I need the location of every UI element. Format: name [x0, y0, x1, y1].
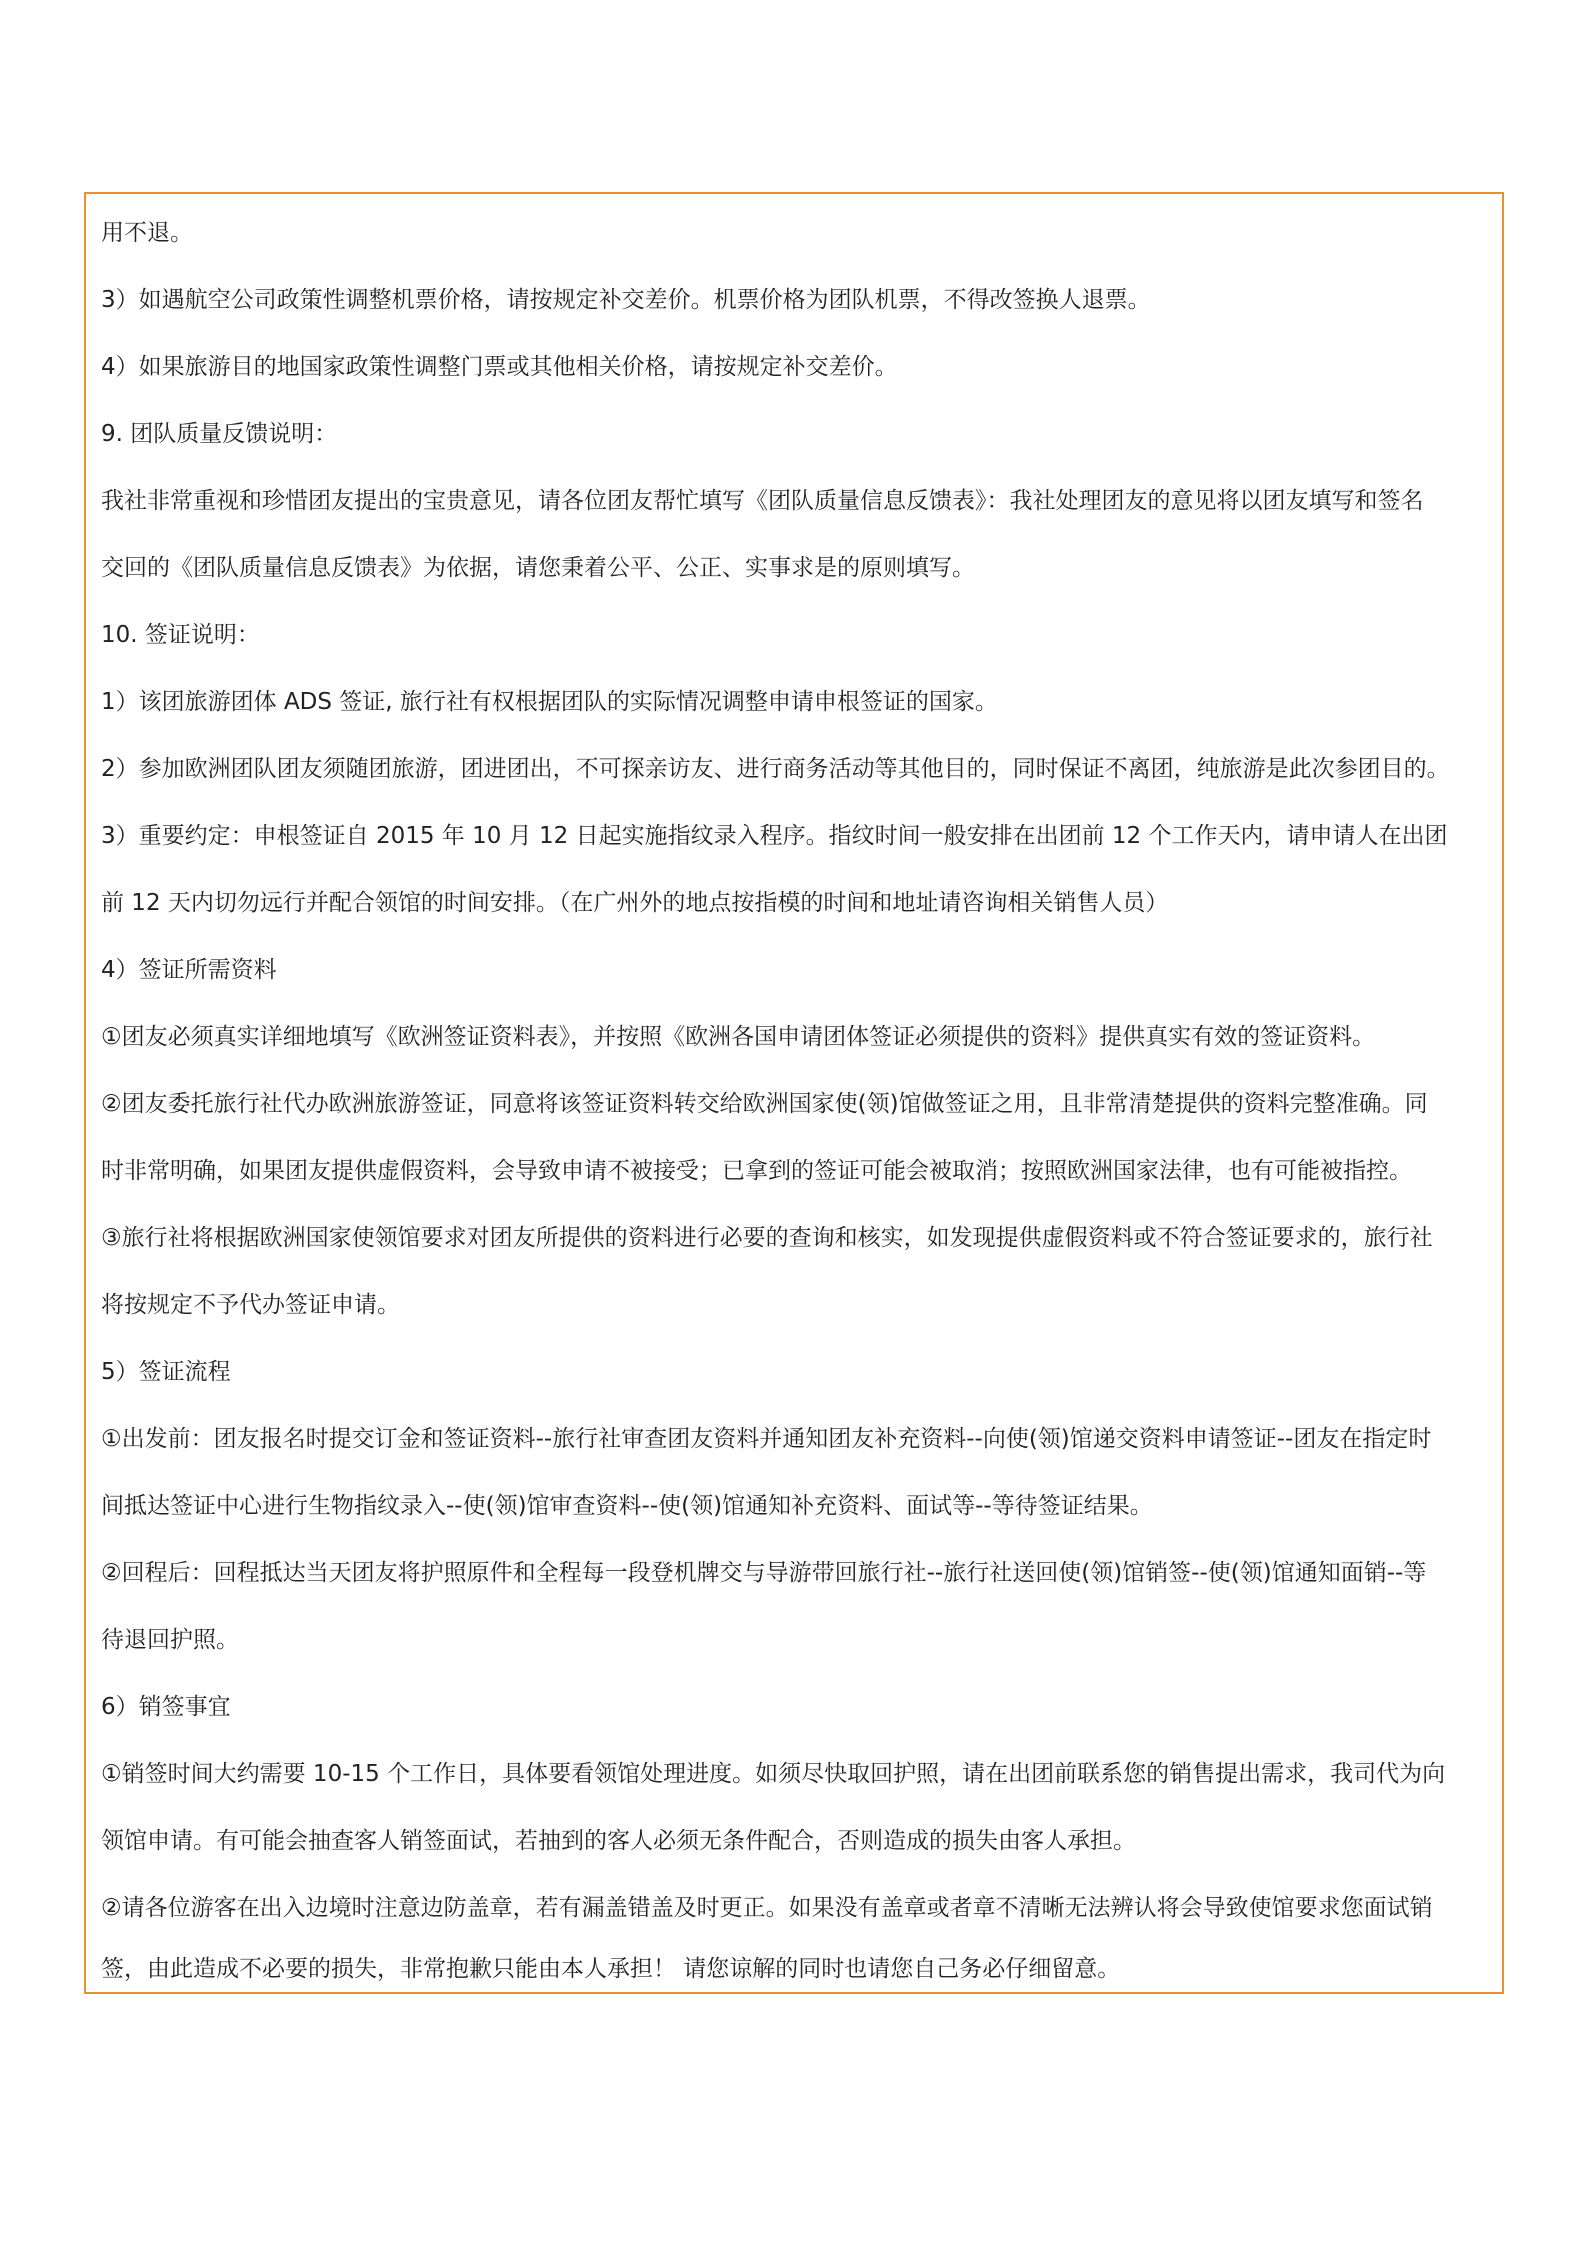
text-line: 签，由此造成不必要的损失，非常抱歉只能由本人承担！ 请您谅解的同时也请您自己务必仔细留意。 — [101, 1956, 1121, 1982]
text-line: ②团友委托旅行社代办欧洲旅游签证，同意将该签证资料转交给欧洲国家使(领)馆做签证之用，且非常清楚提供的资料完整准确。同 — [101, 1091, 1428, 1117]
text-line: 3）重要约定：申根签证自 2015 年 10 月 12 日起实施指纹录入程序。指纹时间一般安排在出团前 12 个工作天内，请申请人在出团 — [101, 823, 1448, 849]
text-line: ②请各位游客在出入边境时注意边防盖章，若有漏盖错盖及时更正。如果没有盖章或者章不清晰无法辨认将会导致使馆要求您面试销 — [101, 1895, 1433, 1921]
subheading-visa-documents: 4）签证所需资料 — [101, 957, 277, 983]
text-line: ①出发前：团友报名时提交订金和签证资料--旅行社审查团友资料并通知团友补充资料--向使(领)馆递交资料申请签证--团友在指定时 — [101, 1426, 1432, 1452]
text-line: ②回程后：回程抵达当天团友将护照原件和全程每一段登机牌交与导游带回旅行社--旅行社送回使(领)馆销签--使(领)馆通知面销--等 — [101, 1560, 1427, 1586]
section-heading-visa: 10. 签证说明： — [101, 622, 260, 648]
text-line: 用不退。 — [101, 220, 193, 246]
subheading-visa-process: 5）签证流程 — [101, 1359, 231, 1385]
text-line: 领馆申请。有可能会抽查客人销签面试，若抽到的客人必须无条件配合，否则造成的损失由客人承担。 — [101, 1828, 1136, 1854]
text-line: ①销签时间大约需要 10-15 个工作日，具体要看领馆处理进度。如须尽快取回护照，请在出团前联系您的销售提出需求，我司代为向 — [101, 1761, 1446, 1787]
text-line: 待退回护照。 — [101, 1627, 239, 1653]
text-line: 2）参加欧洲团队团友须随团旅游，团进团出，不可探亲访友、进行商务活动等其他目的，同时保证不离团，纯旅游是此次参团目的。 — [101, 756, 1450, 782]
text-line: 3）如遇航空公司政策性调整机票价格，请按规定补交差价。机票价格为团队机票，不得改签换人退票。 — [101, 287, 1151, 313]
section-heading-quality-feedback: 9. 团队质量反馈说明： — [101, 421, 338, 447]
text-line: 4）如果旅游目的地国家政策性调整门票或其他相关价格，请按规定补交差价。 — [101, 354, 898, 380]
text-line: 时非常明确，如果团友提供虚假资料，会导致申请不被接受；已拿到的签证可能会被取消；按照欧洲国家法律，也有可能被指控。 — [101, 1158, 1412, 1184]
text-line: ①团友必须真实详细地填写《欧洲签证资料表》，并按照《欧洲各国申请团体签证必须提供的资料》提供真实有效的签证资料。 — [101, 1024, 1376, 1050]
text-line: ③旅行社将根据欧洲国家使领馆要求对团友所提供的资料进行必要的查询和核实，如发现提供虚假资料或不符合签证要求的，旅行社 — [101, 1225, 1433, 1251]
text-line: 将按规定不予代办签证申请。 — [101, 1292, 400, 1318]
subheading-visa-cancellation: 6）销签事宜 — [101, 1694, 231, 1720]
notice-content-box — [84, 192, 1504, 1994]
text-line: 交回的《团队质量信息反馈表》为依据，请您秉着公平、公正、实事求是的原则填写。 — [101, 555, 975, 581]
text-line: 我社非常重视和珍惜团友提出的宝贵意见，请各位团友帮忙填写《团队质量信息反馈表》：我社处理团友的意见将以团友填写和签名 — [101, 488, 1424, 514]
text-line: 1）该团旅游团体 ADS 签证, 旅行社有权根据团队的实际情况调整申请申根签证的国家。 — [101, 689, 998, 715]
text-line: 间抵达签证中心进行生物指纹录入--使(领)馆审查资料--使(领)馆通知补充资料、面试等--等待签证结果。 — [101, 1493, 1153, 1519]
text-line: 前 12 天内切勿远行并配合领馆的时间安排。（在广州外的地点按指模的时间和地址请咨询相关销售人员） — [101, 890, 1169, 916]
